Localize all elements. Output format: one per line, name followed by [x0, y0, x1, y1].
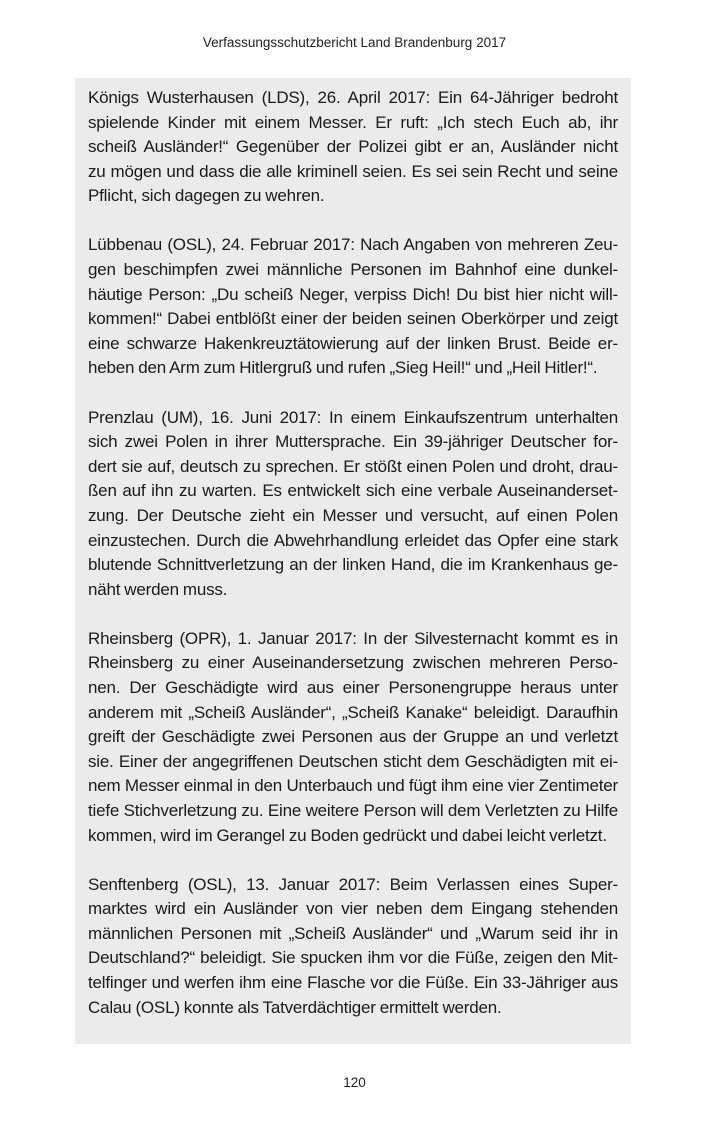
paragraph-line: Rheinsberg (OPR), 1. Januar 2017: In der Silvesternacht kommt es in [88, 628, 618, 648]
paragraph-line: ßen auf ihn zu warten. Es entwickelt sich eine verbale Auseinanderset- [88, 481, 618, 501]
incident-paragraph-prenzlau [88, 406, 618, 603]
paragraph-line: Deutschland?“ beleidigt. Sie spucken ihm vor die Füße, zeigen den Mit- [88, 948, 618, 968]
paragraph-line: dert sie auf, deutsch zu sprechen. Er stößt einen Polen und droht, drau- [88, 456, 618, 476]
paragraph-line: einzustechen. Durch die Abwehrhandlung erleidet das Opfer eine stark [88, 530, 618, 550]
incident-list-box [75, 78, 631, 1044]
paragraph-line: näht werden muss. [88, 579, 228, 599]
paragraph-line: kommen, wird im Gerangel zu Boden gedrückt und dabei leicht verletzt. [88, 825, 607, 845]
paragraph-line: Senftenberg (OSL), 13. Januar 2017: Beim Verlassen eines Super- [88, 874, 618, 894]
paragraph-line: zung. Der Deutsche zieht ein Messer und versucht, auf einen Polen [88, 505, 618, 525]
paragraph-line: sie. Einer der angegriffenen Deutschen sticht dem Geschädigten mit ei- [88, 751, 618, 771]
paragraph-line: zu mögen und dass die alle kriminell seien. Es sei sein Recht und seine [88, 161, 618, 181]
paragraph-line: nen. Der Geschädigte wird aus einer Personengruppe heraus unter [88, 677, 618, 697]
paragraph-line: männlichen Personen mit „Scheiß Ausländer“ und „Warum seid ihr in [88, 923, 618, 943]
running-header: Verfassungsschutzbericht Land Brandenburg 2017 [202, 35, 507, 50]
paragraph-line: marktes wird ein Ausländer von vier neben dem Eingang stehenden [88, 899, 618, 919]
paragraph-line: spielende Kinder mit einem Messer. Er ruft: „Ich stech Euch ab, ihr [88, 112, 618, 132]
paragraph-line: Calau (OSL) konnte als Tatverdächtiger ermittelt werden. [88, 997, 502, 1017]
paragraph-line: Pflicht, sich dagegen zu wehren. [88, 186, 325, 206]
paragraph-line: anderem mit „Scheiß Ausländer“, „Scheiß Kanake“ beleidigt. Daraufhin [88, 702, 618, 722]
paragraph-line: gen beschimpfen zwei männliche Personen im Bahnhof eine dunkel- [88, 260, 618, 280]
paragraph-line: Königs Wusterhausen (LDS), 26. April 2017: Ein 64-Jähriger bedroht [88, 88, 618, 107]
paragraph-line: tiefe Stichverletzung zu. Eine weitere Person will dem Verletzten zu Hilfe [88, 800, 618, 820]
paragraph-line: blutende Schnittverletzung an der linken Hand, die im Krankenhaus ge- [88, 555, 618, 575]
paragraph-line: eine schwarze Hakenkreuztätowierung auf der linken Brust. Beide er- [88, 333, 618, 353]
paragraph-line: kommen!“ Dabei entblößt einer der beiden seinen Oberkörper und zeigt [88, 309, 618, 329]
paragraph-line: greift der Geschädigte zwei Personen aus der Gruppe an und verletzt [88, 727, 618, 747]
paragraph-line: Prenzlau (UM), 16. Juni 2017: In einem Einkaufszentrum unterhalten [88, 407, 618, 427]
incident-paragraph-luebbenau [88, 233, 618, 381]
paragraph-line: Rheinsberg zu einer Auseinandersetzung zwischen mehreren Perso- [88, 653, 618, 673]
paragraph-line: nem Messer einmal in den Unterbauch und fügt ihm eine vier Zentimeter [88, 776, 618, 796]
paragraph-line: Lübbenau (OSL), 24. Februar 2017: Nach Angaben von mehreren Zeu- [88, 235, 618, 255]
incident-paragraph-senftenberg [88, 873, 618, 1021]
paragraph-line: heben den Arm zum Hitlergruß und rufen „Sieg Heil!“ und „Heil Hitler!“. [88, 358, 598, 378]
page-number: 120 [343, 1075, 366, 1090]
incident-paragraph-rheinsberg [88, 627, 618, 848]
incident-paragraph-koenigs-wusterhausen [88, 86, 618, 209]
paragraph-line: sich zwei Polen in ihrer Muttersprache. Ein 39-jähriger Deutscher for- [88, 432, 618, 452]
paragraph-line: scheiß Ausländer!“ Gegenüber der Polizei gibt er an, Ausländer nicht [88, 137, 618, 157]
paragraph-line: telfinger und werfen ihm eine Flasche vor die Füße. Ein 33-Jähriger aus [88, 973, 618, 992]
paragraph-line: häutige Person: „Du scheiß Neger, verpiss Dich! Du bist hier nicht will- [88, 284, 618, 304]
